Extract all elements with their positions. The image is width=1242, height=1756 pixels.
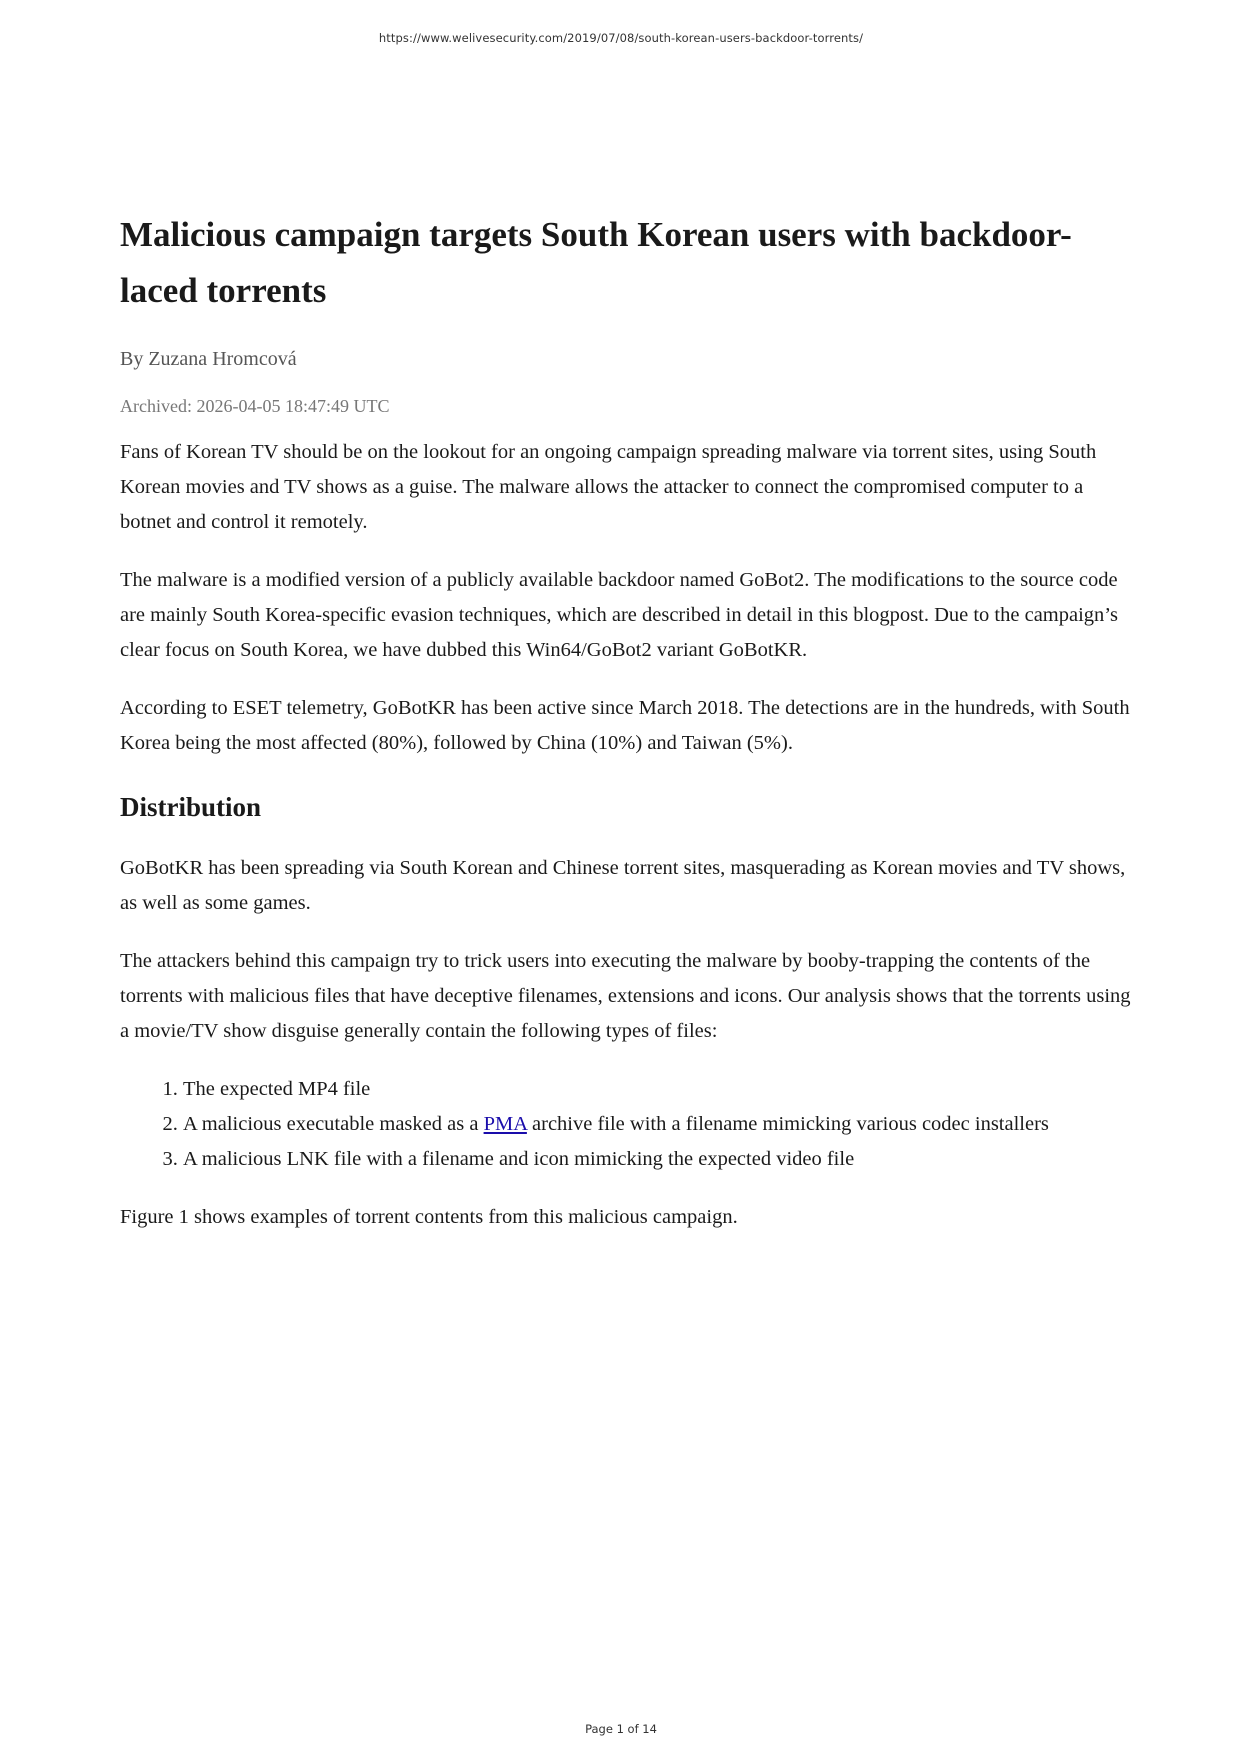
- distribution-paragraph-1: GoBotKR has been spreading via South Korean and Chinese torrent sites, masquerading as Korean movies and TV shows, as well as some games.: [120, 857, 1126, 914]
- intro-paragraph-1: Fans of Korean TV should be on the lookout for an ongoing campaign spreading malware via torrent sites, using South Korean movies and TV shows as a guise. The malware allows the attacker to connect the compromised computer to a botnet and control it remotely.: [120, 441, 1097, 533]
- list-item-text-before-link: A malicious executable masked as a: [183, 1113, 484, 1135]
- list-item: [183, 1072, 1132, 1107]
- article: [120, 207, 1132, 1235]
- pma-link[interactable]: PMA: [483, 1113, 527, 1135]
- intro-paragraph-3: According to ESET telemetry, GoBotKR has been active since March 2018. The detections are in the hundreds, with South Korea being the most affected (80%), followed by China (10%) and Taiwan (5%).: [120, 697, 1130, 754]
- list-item-text: A malicious LNK file with a filename and icon mimicking the expected video file: [183, 1148, 855, 1170]
- figure-reference-paragraph: Figure 1 shows examples of torrent contents from this malicious campaign.: [120, 1206, 738, 1228]
- page-number: Page 1 of 14: [585, 1722, 657, 1736]
- list-item-text: The expected MP4 file: [183, 1078, 371, 1100]
- distribution-heading: Distribution: [120, 792, 262, 822]
- page-url-header: https://www.welivesecurity.com/2019/07/08/south-korean-users-backdoor-torrents/: [378, 31, 864, 45]
- article-title: Malicious campaign targets South Korean users with backdoor-laced torrents: [120, 215, 1072, 310]
- list-item: [183, 1107, 1132, 1142]
- archived-timestamp: Archived: 2026-04-05 18:47:49 UTC: [120, 396, 390, 416]
- list-item: [183, 1142, 1132, 1177]
- list-item-text-after-link: archive file with a filename mimicking various codec installers: [526, 1113, 1049, 1135]
- intro-paragraph-2: The malware is a modified version of a publicly available backdoor named GoBot2. The modifications to the source code are mainly South Korea-specific evasion techniques, which are described in detail in this blogpost. Due to the campaign’s clear focus on South Korea, we have dubbed this Win64/GoBot2 variant GoBotKR.: [120, 569, 1118, 661]
- torrent-file-types-list: [120, 1072, 1132, 1177]
- distribution-paragraph-2: The attackers behind this campaign try to trick users into executing the malware by booby-trapping the contents of the torrents with malicious files that have deceptive filenames, extensions and icons. Our analysis shows that the torrents using a movie/TV show disguise generally contain the following types of files:: [120, 950, 1131, 1042]
- author-byline: By Zuzana Hromcová: [120, 348, 297, 370]
